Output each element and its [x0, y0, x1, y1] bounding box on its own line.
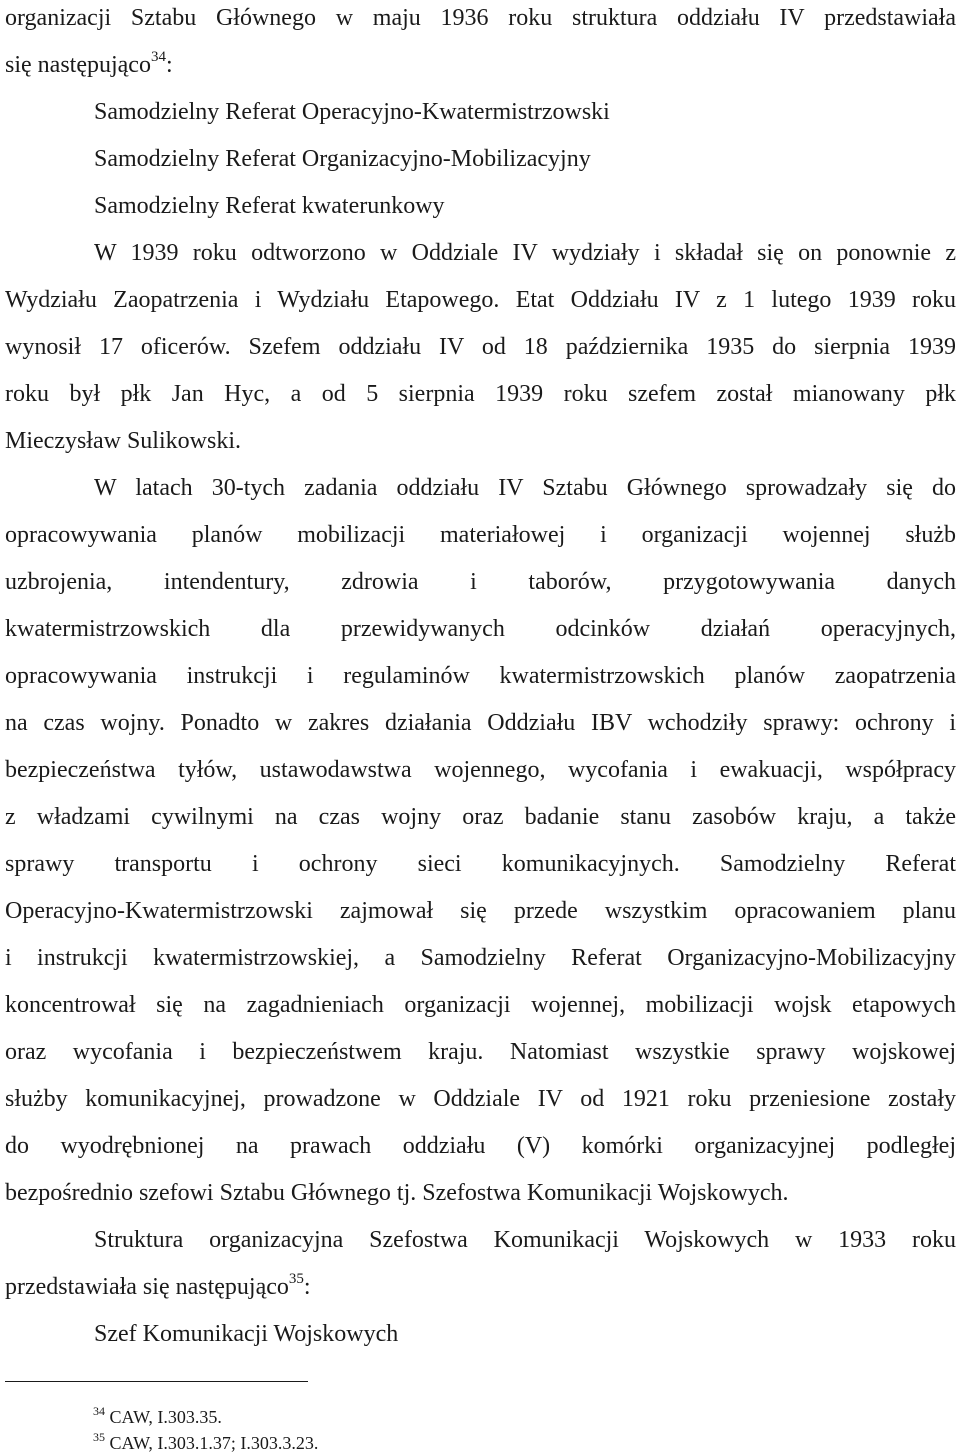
paragraph-line: wynosił 17 oficerów. Szefem oddziału IV od 18 października 1935 do sierpnia 1939 — [5, 334, 956, 360]
footnote-number: 34 — [93, 1404, 105, 1418]
paragraph-line: kwatermistrzowskich dla przewidywanych odcinków działań operacyjnych, — [5, 616, 956, 642]
paragraph-line: Struktura organizacyjna Szefostwa Komunikacji Wojskowych w 1933 roku — [94, 1227, 956, 1253]
paragraph-line: oraz wycofania i bezpieczeństwem kraju. Natomiast wszystkie sprawy wojskowej — [5, 1039, 956, 1065]
structure-item: Samodzielny Referat kwaterunkowy — [94, 193, 445, 219]
paragraph-1933 — [5, 1217, 956, 1311]
footnotes — [93, 1404, 318, 1456]
structure-list-1936 — [5, 89, 956, 230]
paragraph-line: z władzami cywilnymi na czas wojny oraz badanie stanu zasobów kraju, a także — [5, 804, 956, 830]
paragraph-line: bezpieczeństwa tyłów, ustawodawstwa wojennego, wycofania i ewakuacji, współpracy — [5, 757, 956, 783]
paragraph-tasks — [5, 465, 956, 1217]
paragraph-line: sprawy transportu i ochrony sieci komunikacyjnych. Samodzielny Referat — [5, 851, 956, 877]
intro-text: się następująco — [5, 52, 151, 78]
footnote-ref-35[interactable]: 35 — [288, 1271, 304, 1287]
intro-colon: : — [165, 52, 173, 78]
paragraph-line-end — [5, 1264, 956, 1311]
structure-item: Samodzielny Referat Operacyjno-Kwatermistrzowski — [94, 99, 610, 125]
paragraph-line: Mieczysław Sulikowski. — [5, 428, 241, 454]
footnote-34 — [93, 1404, 318, 1430]
footnote-text: CAW, I.303.35. — [109, 1407, 222, 1427]
paragraph-line: roku był płk Jan Hyc, a od 5 sierpnia 1939 roku szefem został mianowany płk — [5, 381, 956, 407]
document-page — [5, 0, 956, 1358]
paragraph-colon: : — [303, 1274, 311, 1300]
footnote-separator — [5, 1381, 308, 1382]
structure-item: Szef Komunikacji Wojskowych — [94, 1321, 399, 1347]
paragraph-line: do wyodrębnionej na prawach oddziału (V) komórki organizacyjnej podległej — [5, 1133, 956, 1159]
paragraph-line: Operacyjno-Kwatermistrzowski zajmował się przede wszystkim opracowaniem planu — [5, 898, 956, 924]
paragraph-line: koncentrował się na zagadnieniach organizacji wojennej, mobilizacji wojsk etapowych — [5, 992, 956, 1018]
footnote-text: CAW, I.303.1.37; I.303.3.23. — [109, 1433, 319, 1453]
paragraph-line: służby komunikacyjnej, prowadzone w Oddziale IV od 1921 roku przeniesione zostały — [5, 1086, 956, 1112]
paragraph-line: W 1939 roku odtworzono w Oddziale IV wydziały i składał się on ponownie z — [94, 240, 956, 266]
paragraph-line: Wydziału Zaopatrzenia i Wydziału Etapowego. Etat Oddziału IV z 1 lutego 1939 roku — [5, 287, 956, 313]
paragraph-line: bezpośrednio szefowi Sztabu Głównego tj. Szefostwa Komunikacji Wojskowych. — [5, 1180, 789, 1206]
paragraph-line: opracowywania instrukcji i regulaminów kwatermistrzowskich planów zaopatrzenia — [5, 663, 956, 689]
footnote-ref-34[interactable]: 34 — [150, 49, 166, 65]
footnote-35 — [93, 1430, 318, 1456]
paragraph-line: W latach 30-tych zadania oddziału IV Sztabu Głównego sprowadzały się do — [94, 475, 956, 501]
paragraph-text: przedstawiała się następująco — [5, 1274, 289, 1300]
intro-line: organizacji Sztabu Głównego w maju 1936 roku struktura oddziału IV przedstawiała — [5, 5, 956, 31]
paragraph-line: na czas wojny. Ponadto w zakres działania Oddziału IBV wchodziły sprawy: ochrony i — [5, 710, 956, 736]
paragraph-line: opracowywania planów mobilizacji materiałowej i organizacji wojennej służb — [5, 522, 956, 548]
intro-line-end — [5, 42, 956, 89]
paragraph-line: i instrukcji kwatermistrzowskiej, a Samodzielny Referat Organizacyjno-Mobilizacyjny — [5, 945, 956, 971]
structure-item: Samodzielny Referat Organizacyjno-Mobilizacyjny — [94, 146, 591, 172]
footnote-number: 35 — [93, 1430, 105, 1444]
paragraph-1939 — [5, 230, 956, 465]
paragraph-line: uzbrojenia, intendentury, zdrowia i taborów, przygotowywania danych — [5, 569, 956, 595]
